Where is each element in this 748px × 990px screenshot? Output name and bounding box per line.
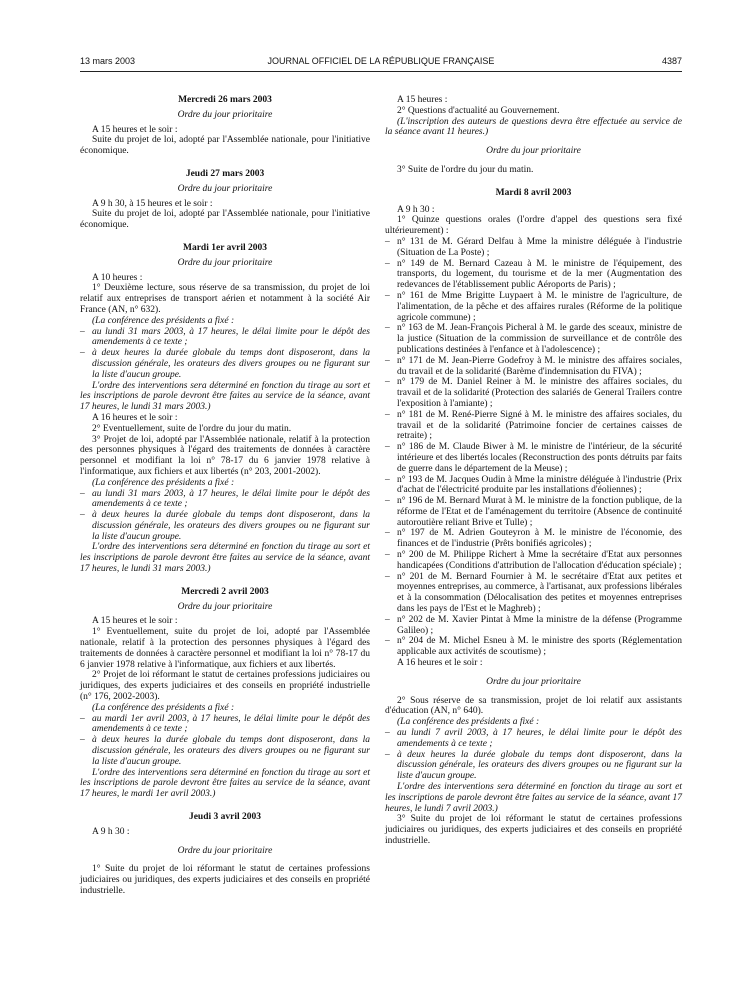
registration-note: (L'inscription des auteurs de questions devra être effectuée au service de la séance avant 11 heures.) (385, 116, 682, 138)
question-item: – n° 186 de M. Claude Biwer à M. le ministre de l'intérieur, de la sécurité intérieure et des libertés locales (Reconstruction des ponts détruits par faits de guerre dans le département de la Meuse) ; (385, 442, 682, 474)
question-item: – n° 181 de M. René-Pierre Signé à M. le ministre des affaires sociales, du travail et de la solidarité (Patrimoine foncier de certaines caisses de retraite) ; (385, 410, 682, 442)
paragraph: 2° Projet de loi réformant le statut de certaines professions judiciaires ou juridiques, des experts judiciaires et des conseils en propriété industrielle (n° 176, 2002-2003). (80, 670, 370, 703)
paragraph: 1° Eventuellement, suite du projet de loi, adopté par l'Assemblée nationale, relatif à la protection des personnes physiques à l'égard des traitements de données à caractère personnel et modifiant la loi n° 78-17 du 6 janvier 1978 relative à l'informatique, aux fichiers et aux libertés. (80, 627, 370, 670)
right-column (385, 95, 682, 847)
question-item: – n° 204 de M. Michel Esneu à M. le ministre des sports (Réglementation applicable aux activités de scoutisme) ; (385, 636, 682, 658)
question-item: – n° 171 de M. Jean-Pierre Godefroy à M. le ministre des affaires sociales, du travail et de la solidarité (Barème d'indemnisation du FIVA) ; (385, 356, 682, 378)
question-item: – n° 201 de M. Bernard Fournier à M. le secrétaire d'Etat aux petites et moyennes entreprises, au commerce, à l'artisanat, aux professions libérales et à la consommation (Délocalisation des petites et moyennes entreprises dans les pays de l'Est et le Maghreb) ; (385, 572, 682, 615)
dash-list (80, 714, 370, 768)
interventions-note: L'ordre des interventions sera déterminé en fonction du tirage au sort et les inscriptions de parole devront être faites au service de la séance, avant 17 heures, le mardi 1er avril 2003.) (80, 767, 370, 800)
questions-list (385, 237, 682, 658)
header-page-number: 4387 (661, 56, 682, 66)
conference-note: (La conférence des présidents a fixé : (92, 702, 235, 713)
list-item: – au lundi 31 mars 2003, à 17 heures, le délai limite pour le dépôt des amendements à ce texte ; (80, 327, 370, 349)
time-line: A 9 h 30 : (92, 826, 130, 837)
left-column (80, 95, 370, 897)
section-subtitle: Ordre du jour prioritaire (177, 601, 273, 612)
question-item: – n° 197 de M. Adrien Gouteyron à M. le ministre de l'économie, des finances et de l'industrie (Prêts bonifiés agricoles) ; (385, 528, 682, 550)
header-title: JOURNAL OFFICIEL DE LA RÉPUBLIQUE FRANÇAISE (267, 56, 495, 66)
interventions-note: L'ordre des interventions sera déterminé en fonction du tirage au sort et les inscriptions de parole devront être faites au service de la séance, avant 17 heures, le lundi 31 mars 2003.) (80, 542, 370, 575)
paragraph: 1° Deuxième lecture, sous réserve de sa transmission, du projet de loi relatif aux entreprises de transport aérien et notamment à la société Air France (AN, n° 632). (80, 283, 370, 315)
section-subtitle: Ordre du jour prioritaire (177, 257, 273, 268)
conference-note: (La conférence des présidents a fixé : (92, 315, 235, 326)
paragraph: 1° Suite du projet de loi réformant le statut de certaines professions judiciaires ou juridiques, des experts judiciaires et des conseils en propriété industrielle. (80, 864, 370, 896)
paragraph: 2° Eventuellement, suite de l'ordre du jour du matin. (92, 423, 292, 434)
paragraph: 3° Projet de loi, adopté par l'Assemblée nationale, relatif à la protection des personnes physiques à l'égard des traitements de données à caractère personnel et modifiant la loi n° 78-17 du 6 janvier 1978 relative à l'informatique, aux fichiers et aux libertés (n° 203, 2001-2002). (80, 434, 370, 477)
dash-list (80, 489, 370, 543)
question-item: – n° 161 de Mme Brigitte Luypaert à M. le ministre de l'agriculture, de l'alimentation, de la pêche et des affaires rurales (Réforme de la politique agricole commune) ; (385, 291, 682, 323)
list-item: – au mardi 1er avril 2003, à 17 heures, le délai limite pour le dépôt des amendements à ce texte ; (80, 714, 370, 736)
question-item: – n° 149 de M. Bernard Cazeau à M. le ministre de l'équipement, des transports, du logement, du tourisme et de la mer (Augmentation des redevances de l'établissement public Aéroports de Paris) ; (385, 259, 682, 291)
dash-list (80, 327, 370, 381)
time-line: A 15 heures : (397, 95, 448, 105)
section-title: Mercredi 2 avril 2003 (181, 586, 269, 597)
paragraph: Suite du projet de loi, adopté par l'Assemblée nationale, pour l'initiative économique. (80, 135, 370, 157)
conference-note: (La conférence des présidents a fixé : (397, 717, 540, 728)
question-item: – n° 179 de M. Daniel Reiner à M. le ministre des affaires sociales, du travail et de la solidarité (Protection des salariés de General Trailers contre l'exposition à l'amiante) ; (385, 377, 682, 409)
paragraph: 2° Questions d'actualité au Gouvernement. (397, 105, 560, 116)
paragraph: Suite du projet de loi, adopté par l'Assemblée nationale, pour l'initiative économique. (80, 209, 370, 231)
time-line: A 16 heures et le soir : (92, 412, 178, 423)
header-rule (80, 71, 682, 72)
question-item: – n° 202 de M. Xavier Pintat à Mme la ministre de la défense (Programme Galileo) ; (385, 615, 682, 637)
paragraph: 3° Suite de l'ordre du jour du matin. (397, 164, 534, 175)
section-title: Mardi 1er avril 2003 (183, 242, 267, 253)
paragraph: 3° Suite du projet de loi réformant le statut de certaines professions judiciaires ou juridiques, des experts judiciaires et des conseils en propriété industrielle. (385, 814, 682, 846)
list-item: – à deux heures la durée globale du temps dont disposeront, dans la discussion générale, les orateurs des divers groupes ou ne figurant sur la liste d'aucun groupe. (80, 510, 370, 542)
time-line: A 15 heures et le soir : (92, 124, 178, 135)
question-item: – n° 200 de M. Philippe Richert à Mme la secrétaire d'Etat aux personnes handicapées (Conditions d'attribution de l'allocation d'éducation spéciale) ; (385, 550, 682, 572)
list-item: – au lundi 7 avril 2003, à 17 heures, le délai limite pour le dépôt des amendements à ce texte ; (385, 728, 682, 750)
section-title: Jeudi 27 mars 2003 (185, 168, 265, 179)
section-subtitle: Ordre du jour prioritaire (486, 676, 581, 687)
question-item: – n° 193 de M. Jacques Oudin à Mme la ministre déléguée à l'industrie (Prix d'achat de l'électricité produite par les installations d'éoliennes) ; (385, 475, 682, 497)
section-title: Jeudi 3 avril 2003 (188, 812, 262, 823)
time-line: A 16 heures et le soir : (397, 658, 483, 669)
paragraph: 1° Quinze questions orales (l'ordre d'appel des questions sera fixé ultérieurement) : (385, 215, 682, 237)
list-item: – à deux heures la durée globale du temps dont disposeront, dans la discussion générale, les orateurs des divers groupes ou ne figurant sur la liste d'aucun groupe. (80, 348, 370, 380)
section-title: Mardi 8 avril 2003 (495, 187, 572, 198)
dash-list (385, 728, 682, 782)
section-title: Mercredi 26 mars 2003 (178, 95, 272, 105)
section-subtitle: Ordre du jour prioritaire (177, 845, 273, 856)
time-line: A 10 heures : (92, 272, 143, 283)
list-item: – à deux heures la durée globale du temps dont disposeront, dans la discussion générale, les orateurs des divers groupes ou ne figurant sur la liste d'aucun groupe. (80, 735, 370, 767)
interventions-note: L'ordre des interventions sera déterminé en fonction du tirage au sort et les inscriptions de parole devront être faites au service de la séance, avant 17 heures, le lundi 31 mars 2003.) (80, 380, 370, 413)
section-subtitle: Ordre du jour prioritaire (486, 146, 581, 157)
section-subtitle: Ordre du jour prioritaire (177, 109, 273, 120)
question-item: – n° 163 de M. Jean-François Picheral à M. le garde des sceaux, ministre de la justice (Situation de la commission de surveillance et de contrôle des publications destinées à l'enfance et à l'adolescence) ; (385, 323, 682, 355)
interventions-note: L'ordre des interventions sera déterminé en fonction du tirage au sort et les inscriptions de parole devront être faites au service de la séance, avant 17 heures, le lundi 7 avril 2003.) (385, 782, 682, 814)
time-line: A 9 h 30 : (397, 204, 435, 215)
section-subtitle: Ordre du jour prioritaire (177, 183, 273, 194)
paragraph: 2° Sous réserve de sa transmission, projet de loi relatif aux assistants d'éducation (AN, n° 640). (385, 695, 682, 717)
header-date: 13 mars 2003 (80, 56, 136, 66)
question-item: – n° 196 de M. Bernard Murat à M. le ministre de la fonction publique, de la réforme de l'Etat et de l'aménagement du territoire (Absence de continuité autoroutière reliant Brive et Tulle) ; (385, 496, 682, 528)
list-item: – à deux heures la durée globale du temps dont disposeront, dans la discussion générale, les orateurs des divers groupes ou ne figurant sur la liste d'aucun groupe. (385, 750, 682, 782)
page-header (80, 56, 682, 70)
question-item: – n° 131 de M. Gérard Delfau à Mme la ministre déléguée à l'industrie (Situation de La Poste) ; (385, 237, 682, 259)
time-line: A 9 h 30, à 15 heures et le soir : (92, 198, 213, 209)
list-item: – au lundi 31 mars 2003, à 17 heures, le délai limite pour le dépôt des amendements à ce texte ; (80, 489, 370, 511)
time-line: A 15 heures et le soir : (92, 616, 178, 627)
conference-note: (La conférence des présidents a fixé : (92, 477, 235, 488)
